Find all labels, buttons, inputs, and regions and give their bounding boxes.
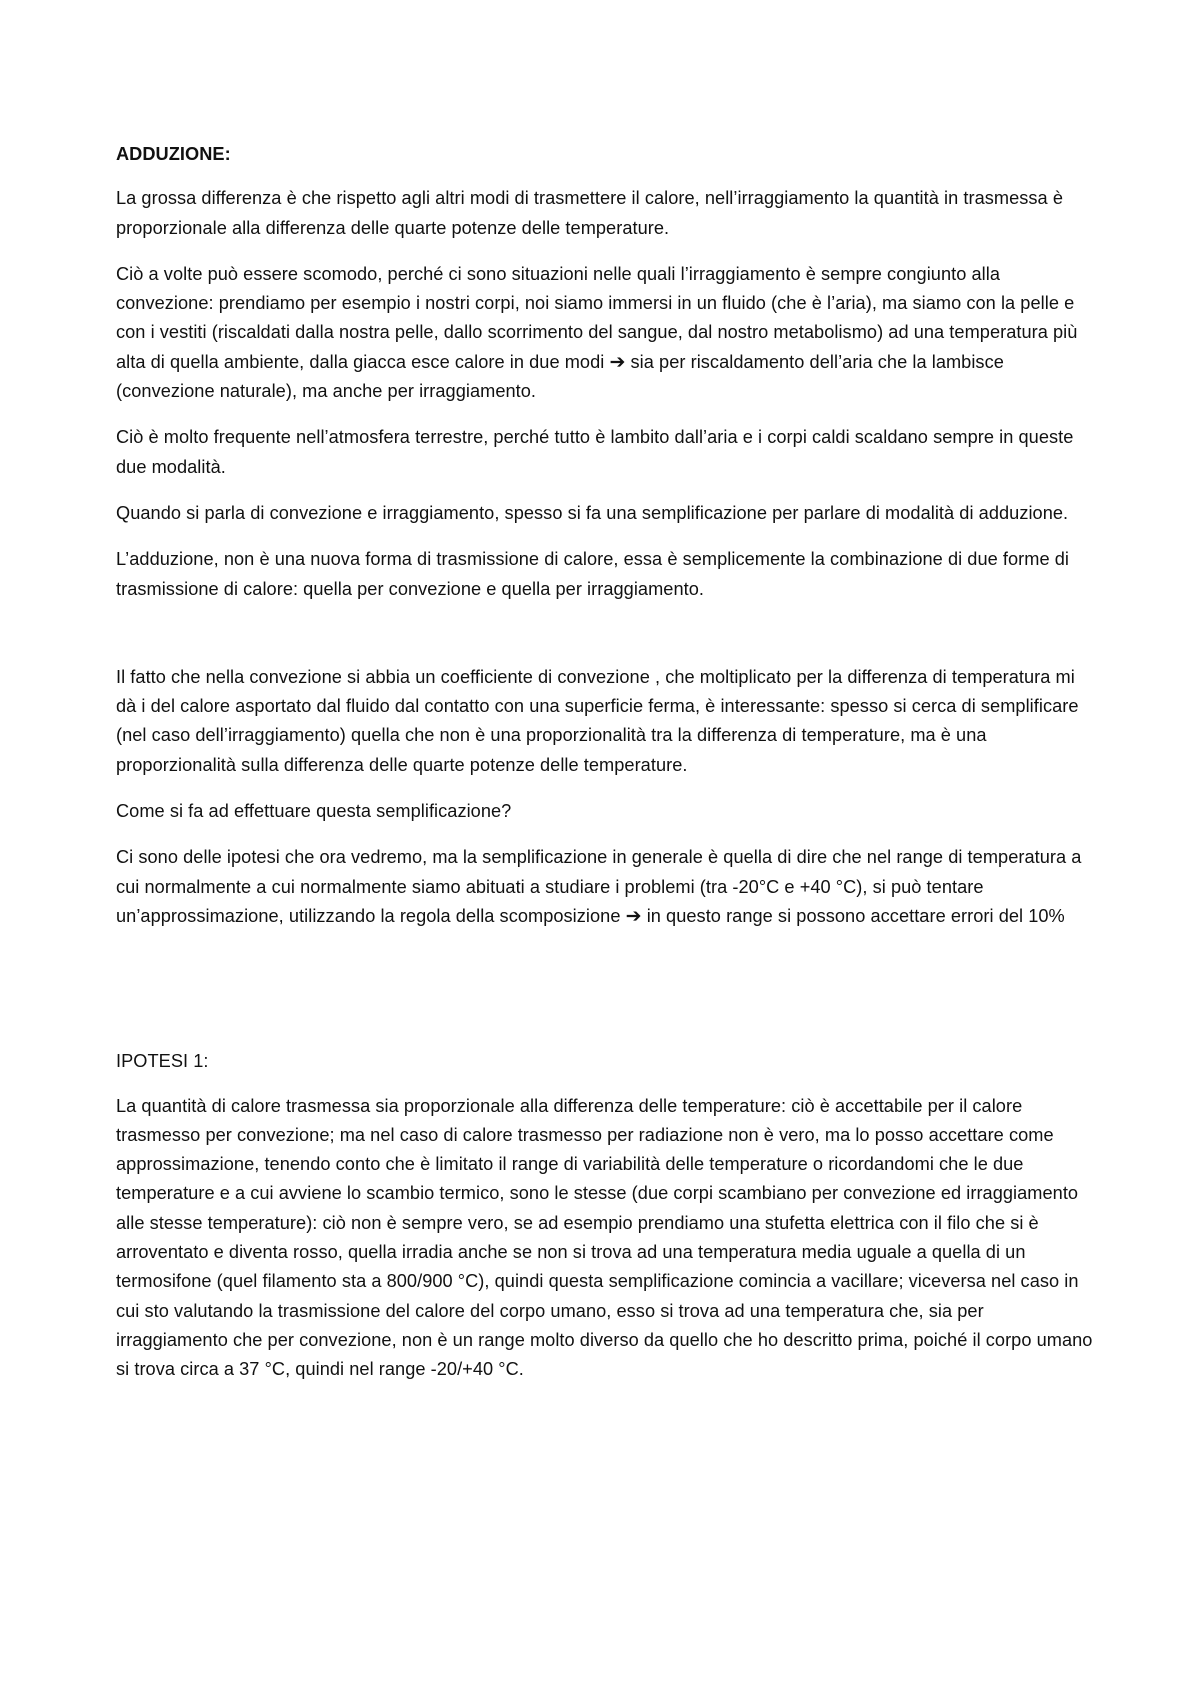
spacer <box>116 948 1100 1047</box>
right-arrow-icon: ➔ <box>609 350 626 373</box>
paragraph-2 <box>116 260 1100 406</box>
paragraph-5: L’adduzione, non è una nuova forma di trasmissione di calore, essa è semplicemente la combinazione di due forme di trasmissione di calore: quella per convezione e quella per irraggiamento. <box>116 549 1070 599</box>
paragraph-4: Quando si parla di convezione e irraggiamento, spesso si fa una semplificazione per parlare di modalità di adduzione. <box>116 502 1069 523</box>
paragraph-8-text-a: Ci sono delle ipotesi che ora vedremo, ma la semplificazione in generale è quella di dire che nel range di temperatura a cui normalmente a cui normalmente siamo abituati a studiare i problemi (tra -20°C e +40 °C), si può tentare un’approssimazione, utilizzando la regola della scomposizione <box>116 847 1082 926</box>
paragraph-1: La grossa differenza è che rispetto agli altri modi di trasmettere il calore, nell’irraggiamento la quantità in trasmessa è proporzionale alla differenza delle quarte potenze delle temperature. <box>116 188 1063 238</box>
right-arrow-icon: ➔ <box>625 904 642 927</box>
spacer <box>116 621 1100 663</box>
paragraph-2-text-b: sia per riscaldamento dell’aria che la lambisce (convezione naturale), ma anche per irraggiamento. <box>116 351 1004 402</box>
paragraph-7: Come si fa ad effettuare questa semplificazione? <box>116 801 512 822</box>
paragraph-9: La quantità di calore trasmessa sia proporzionale alla differenza delle temperature: ciò è accettabile per il calore trasmesso per convezione; ma nel caso di calore trasmesso per radiazione non è vero, ma lo posso accettare come approssimazione, tenendo conto che è limitato il range di variabilità delle temperature o ricordandomi che le due temperature e a cui avviene lo scambio termico, sono le stesse (due corpi scambiano per convezione ed irraggiamento alle stesse temperature): ciò non è sempre vero, se ad esempio prendiamo una stufetta elettrica con il filo che si è arroventato e diventa rosso, quella irradia anche se non si trova ad una temperatura media uguale a quella di un termosifone (quel filamento sta a 800/900 °C), quindi questa semplificazione comincia a vacillare; viceversa nel caso in cui sto valutando la trasmissione del calore del corpo umano, esso si trova ad una temperatura che, sia per irraggiamento che per convezione, non è un range molto diverso da quello che ho descritto prima, poiché il corpo umano si trova circa a 37 °C, quindi nel range -20/+40 °C. <box>116 1095 1093 1380</box>
heading-ipotesi-1: IPOTESI 1: <box>116 1051 209 1072</box>
paragraph-8 <box>116 843 1100 931</box>
paragraph-2-text-a: Ciò a volte può essere scomodo, perché ci sono situazioni nelle quali l’irraggiamento è sempre congiunto alla convezione: prendiamo per esempio i nostri corpi, noi siamo immersi in un fluido (che è l’aria), ma siamo con la pelle e con i vestiti (riscaldati dalla nostra pelle, dallo scorrimento del sangue, dal nostro metabolismo) ad una temperatura più alta di quella ambiente, dalla giacca esce calore in due modi <box>116 263 1078 372</box>
heading-adduzione: ADDUZIONE: <box>116 144 231 164</box>
paragraph-6: Il fatto che nella convezione si abbia un coefficiente di convezione , che moltiplicato per la differenza di temperatura mi dà i del calore asportato dal fluido dal contatto con una superficie ferma, è interessante: spesso si cerca di semplificare (nel caso dell’irraggiamento) quella che non è una proporzionalità tra la differenza di temperature, ma è una proporzionalità sulla differenza delle quarte potenze delle temperature. <box>116 666 1079 775</box>
document-body <box>116 140 1100 1402</box>
paragraph-3: Ciò è molto frequente nell’atmosfera terrestre, perché tutto è lambito dall’aria e i corpi caldi scaldano sempre in queste due modalità. <box>116 427 1074 477</box>
paragraph-8-text-b: in questo range si possono accettare errori del 10% <box>641 905 1065 926</box>
